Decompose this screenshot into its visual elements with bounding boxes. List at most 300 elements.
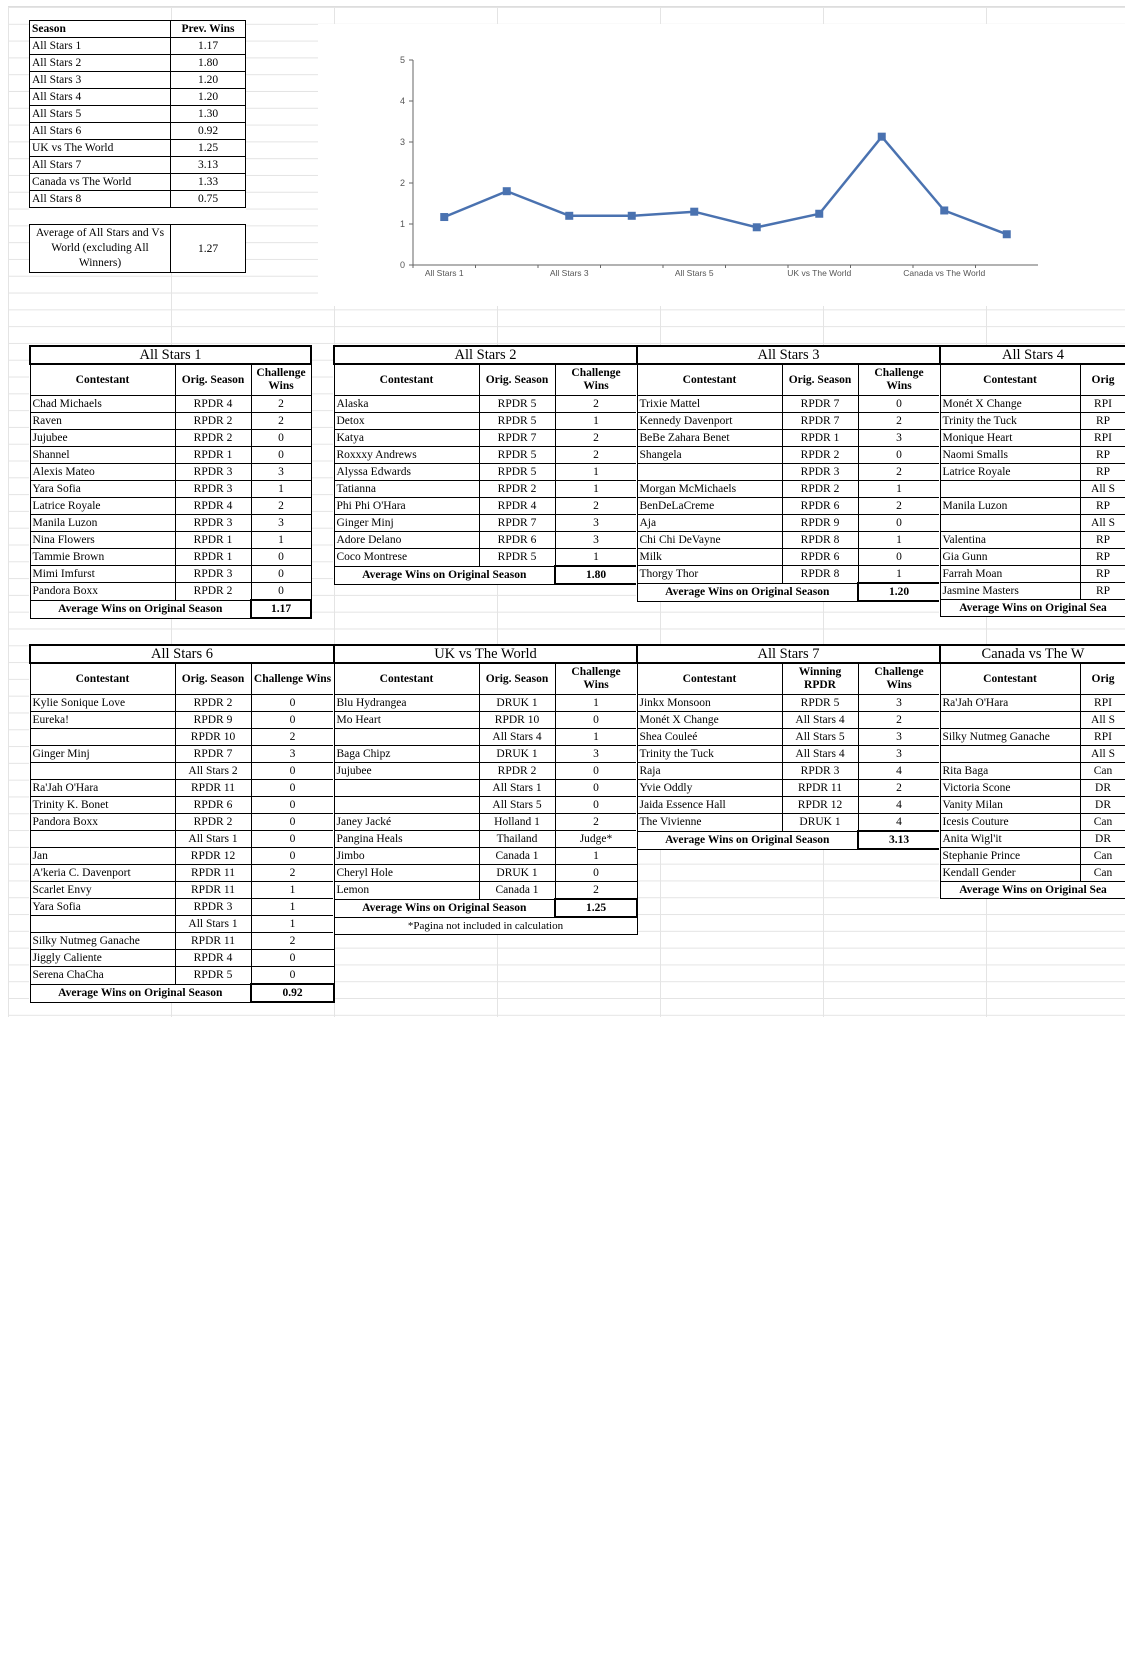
season-cell: DRUK 1 [479,746,555,763]
block-title-row [334,346,637,364]
block-header-row [637,663,940,695]
contestant-cell: Pandora Boxx [30,814,175,831]
contestant-cell: Tammie Brown [30,549,175,566]
contestant-cell: Mimi Imfurst [30,566,175,583]
y-tick-label: 5 [399,55,405,65]
table-row [637,413,940,430]
table-row [940,729,1125,746]
season-cell: RPDR 1 [175,532,251,549]
summary-value-cell: 1.20 [171,72,246,89]
contestant-cell: Cheryl Hole [334,865,479,882]
season-cell: RPDR 11 [175,865,251,882]
contestant-cell [940,712,1080,729]
average-label: Average Wins on Original Season [334,566,555,584]
table-row [334,729,637,746]
season-cell: RPDR 3 [175,481,251,498]
table-row [637,746,940,763]
table-row [334,865,637,882]
table-row [940,848,1125,865]
block-column-header: Contestant [637,663,782,695]
season-cell: RPDR 8 [782,566,858,584]
block-column-header: Challenge Wins [251,663,334,695]
data-point-marker [628,212,636,220]
season-cell: DR [1080,831,1125,848]
season-cell: RP [1080,583,1125,600]
table-row [30,583,311,601]
wins-cell: 1 [555,549,637,567]
wins-cell: 2 [251,498,311,515]
table-row [334,695,637,712]
summary-value-cell: 3.13 [171,157,246,174]
wins-cell: 2 [251,933,334,950]
table-row [30,967,334,985]
season-cell: RPDR 1 [782,430,858,447]
contestant-cell: Yara Sofia [30,899,175,916]
blank-area [0,1020,1125,1679]
line-chart-svg [318,24,1125,306]
season-cell: DR [1080,780,1125,797]
table-row [30,899,334,916]
summary-average-value: 1.27 [171,225,246,273]
contestant-cell: Latrice Royale [30,498,175,515]
summary-row [30,191,246,208]
summary-table-body [30,21,246,273]
wins-cell: 0 [555,865,637,882]
season-cell: Can [1080,814,1125,831]
data-point-marker [440,213,448,221]
x-category-label: Canada vs The World [903,268,986,278]
season-cell: RPDR 3 [782,464,858,481]
season-cell: All Stars 2 [175,763,251,780]
contestant-cell: Mo Heart [334,712,479,729]
contestant-cell: A'keria C. Davenport [30,865,175,882]
summary-value-cell: 1.30 [171,106,246,123]
y-tick-label: 2 [399,178,405,188]
block-column-header: Challenge Wins [555,364,637,396]
table-row [334,831,637,848]
table-row [940,532,1125,549]
contestant-cell: Jaida Essence Hall [637,797,782,814]
summary-row [30,55,246,72]
average-value: 1.20 [858,583,940,601]
summary-season-cell: All Stars 2 [30,55,171,72]
summary-row [30,174,246,191]
wins-cell: 0 [251,950,334,967]
block-title-row [940,645,1125,663]
table-row [30,532,311,549]
table-row [637,464,940,481]
contestant-cell: Serena ChaCha [30,967,175,985]
season-cell: All Stars 5 [479,797,555,814]
season-cell: RPDR 5 [175,967,251,985]
table-row [334,413,637,430]
contestant-cell: Rita Baga [940,763,1080,780]
wins-cell: 1 [251,899,334,916]
block-column-header: Contestant [334,663,479,695]
table-row [940,515,1125,532]
summary-row [30,106,246,123]
wins-cell: 0 [251,831,334,848]
wins-cell: 1 [251,882,334,899]
season-cell: All Stars 5 [782,729,858,746]
block-column-header: Orig. Season [175,364,251,396]
contestant-cell: Morgan McMichaels [637,481,782,498]
block-header-row [334,663,637,695]
season-cell: RPDR 2 [175,413,251,430]
contestant-cell: Ra'Jah O'Hara [940,695,1080,712]
table-row [940,549,1125,566]
wins-cell: 3 [251,746,334,763]
table-row [30,396,311,413]
average-label: Average Wins on Original Season [30,984,251,1002]
summary-season-cell: All Stars 5 [30,106,171,123]
table-row [940,780,1125,797]
table-row [940,566,1125,583]
summary-season-cell: UK vs The World [30,140,171,157]
contestant-cell: Scarlet Envy [30,882,175,899]
table-row [637,515,940,532]
contestant-cell: Monét X Change [940,396,1080,413]
table-row [30,780,334,797]
season-cell: RPDR 4 [175,498,251,515]
table-row [940,498,1125,515]
wins-cell: 0 [251,447,311,464]
data-point-marker [940,206,948,214]
block-average-row [334,566,637,584]
season-cell: RPDR 5 [479,549,555,567]
contestant-cell: Coco Montrese [334,549,479,567]
x-category-label: All Stars 3 [549,268,589,278]
wins-cell: 2 [555,498,637,515]
wins-cell: 1 [555,729,637,746]
wins-cell: 1 [858,566,940,584]
contestant-cell: Victoria Scone [940,780,1080,797]
season-cell: All Stars 4 [782,712,858,729]
block-average-row [637,831,940,849]
table-row [30,763,334,780]
x-category-label: All Stars 5 [674,268,714,278]
contestant-cell: Jujubee [334,763,479,780]
season-cell: RPDR 1 [175,447,251,464]
wins-cell: 0 [251,814,334,831]
all-stars-2-table [333,345,638,585]
block-column-header: Orig [1080,364,1125,396]
contestant-cell [334,780,479,797]
block-column-header: Challenge Wins [555,663,637,695]
summary-row [30,72,246,89]
table-row [334,532,637,549]
wins-cell: 0 [858,396,940,413]
table-row [637,532,940,549]
season-cell: All S [1080,481,1125,498]
block-title: All Stars 7 [637,645,940,663]
block-title: All Stars 3 [637,346,940,364]
contestant-cell: Adore Delano [334,532,479,549]
block-title: All Stars 6 [30,645,334,663]
wins-cell: 0 [555,780,637,797]
season-cell: All S [1080,712,1125,729]
table-row [637,566,940,584]
contestant-cell: Trinity the Tuck [940,413,1080,430]
season-cell: Canada 1 [479,848,555,865]
wins-cell: 2 [858,712,940,729]
contestant-cell: Raven [30,413,175,430]
y-tick-label: 4 [399,96,405,106]
season-cell: RPDR 5 [782,695,858,712]
block-title: All Stars 2 [334,346,637,364]
contestant-cell: Nina Flowers [30,532,175,549]
contestant-cell: Valentina [940,532,1080,549]
contestant-cell: Aja [637,515,782,532]
series-line [444,137,1007,235]
contestant-cell [940,746,1080,763]
wins-cell: 1 [251,532,311,549]
table-row [334,396,637,413]
wins-cell: 0 [251,712,334,729]
summary-header-row [30,21,246,38]
contestant-cell: Trinity the Tuck [637,746,782,763]
summary-season-cell: All Stars 6 [30,123,171,140]
contestant-cell: Manila Luzon [30,515,175,532]
table-row [940,797,1125,814]
season-cell: All S [1080,746,1125,763]
wins-cell: 2 [858,780,940,797]
contestant-cell: Jujubee [30,430,175,447]
table-row [940,430,1125,447]
contestant-cell: Yvie Oddly [637,780,782,797]
table-row [30,549,311,566]
block-column-header: Orig. Season [479,364,555,396]
wins-cell: 0 [555,797,637,814]
block-title: All Stars 1 [30,346,311,364]
all-stars-7-table [636,644,941,850]
wins-cell: 2 [251,396,311,413]
season-cell: Can [1080,865,1125,882]
summary-header-prev-wins: Prev. Wins [171,21,246,38]
season-cell: RPDR 6 [479,532,555,549]
contestant-cell [637,464,782,481]
block-header-row [334,364,637,396]
summary-row [30,157,246,174]
block-title-row [637,346,940,364]
season-cell: RPDR 11 [175,933,251,950]
summary-value-cell: 1.17 [171,38,246,55]
summary-spacer-row [30,208,246,225]
wins-cell: 2 [555,447,637,464]
season-cell: All Stars 1 [175,916,251,933]
contestant-cell [940,515,1080,532]
block-column-header: Challenge Wins [858,364,940,396]
contestant-cell: Naomi Smalls [940,447,1080,464]
season-cell: RPDR 10 [479,712,555,729]
contestant-cell: Gia Gunn [940,549,1080,566]
contestant-cell: Tatianna [334,481,479,498]
table-row [940,447,1125,464]
contestant-cell: Vanity Milan [940,797,1080,814]
x-category-label: UK vs The World [787,268,852,278]
season-cell: Canada 1 [479,882,555,900]
season-cell: All S [1080,515,1125,532]
block-title-row [940,346,1125,364]
contestant-cell: Lemon [334,882,479,900]
season-cell: RP [1080,413,1125,430]
wins-cell: 1 [251,916,334,933]
data-point-marker [878,133,886,141]
season-cell: RPDR 9 [782,515,858,532]
season-cell: RPDR 6 [175,797,251,814]
wins-cell: 0 [251,695,334,712]
wins-cell: 1 [858,481,940,498]
wins-cell: 1 [251,481,311,498]
block-column-header: Orig. Season [479,663,555,695]
summary-season-cell: Canada vs The World [30,174,171,191]
contestant-cell: Latrice Royale [940,464,1080,481]
summary-average-label: Average of All Stars and Vs World (excluding All Winners) [30,225,171,273]
summary-season-cell: All Stars 1 [30,38,171,55]
season-cell: RPDR 3 [782,763,858,780]
wins-cell: 0 [251,763,334,780]
block-average-row [30,600,311,618]
table-row [637,481,940,498]
wins-cell: 2 [251,413,311,430]
contestant-cell: Chad Michaels [30,396,175,413]
contestant-cell [30,763,175,780]
table-row [940,746,1125,763]
block-average-row [940,882,1125,899]
wins-cell: 0 [251,848,334,865]
contestant-cell: Ra'Jah O'Hara [30,780,175,797]
block-column-header: Challenge Wins [858,663,940,695]
wins-cell: 1 [555,413,637,430]
table-row [30,950,334,967]
wins-cell: 4 [858,814,940,832]
table-row [30,413,311,430]
season-cell: RPDR 2 [479,481,555,498]
wins-cell: 0 [251,797,334,814]
season-cell: RP [1080,447,1125,464]
wins-cell: 3 [251,464,311,481]
table-row [334,430,637,447]
wins-cell: 0 [251,549,311,566]
season-cell: RPDR 11 [175,882,251,899]
uk-vs-the-world-table [333,644,638,935]
average-label: Average Wins on Original Sea [940,600,1125,617]
table-row [334,712,637,729]
average-label: Average Wins on Original Season [637,831,858,849]
table-row [334,481,637,498]
all-stars-1-table [29,345,312,619]
summary-average-row [30,225,246,273]
table-row [30,831,334,848]
block-title-row [30,645,334,663]
block-header-row [637,364,940,396]
wins-cell: 2 [251,729,334,746]
contestant-cell: Shea Couleé [637,729,782,746]
contestant-cell: Icesis Couture [940,814,1080,831]
wins-cell: 1 [555,464,637,481]
block-column-header: Contestant [30,663,175,695]
season-cell: RPDR 7 [175,746,251,763]
wins-cell: 0 [251,967,334,985]
season-cell: RPDR 2 [175,695,251,712]
wins-cell: 2 [555,814,637,831]
wins-cell: 0 [251,583,311,601]
season-cell: RPI [1080,396,1125,413]
block-header-row [30,364,311,396]
summary-value-cell: 1.80 [171,55,246,72]
contestant-cell: The Vivienne [637,814,782,832]
season-cell: Thailand [479,831,555,848]
summary-row [30,38,246,55]
table-row [30,729,334,746]
summary-season-cell: All Stars 4 [30,89,171,106]
wins-cell: 2 [858,464,940,481]
summary-row [30,123,246,140]
wins-cell: 0 [251,780,334,797]
wins-cell: 0 [858,515,940,532]
average-value: 1.80 [555,566,637,584]
table-row [30,498,311,515]
table-row [940,831,1125,848]
summary-value-cell: 0.92 [171,123,246,140]
summary-season-cell: All Stars 8 [30,191,171,208]
data-point-marker [1003,230,1011,238]
table-row [30,865,334,882]
season-cell: RPDR 7 [782,413,858,430]
contestant-cell: Alaska [334,396,479,413]
table-row [334,549,637,567]
wins-cell: 3 [858,695,940,712]
block-header-row [940,663,1125,695]
data-point-marker [815,210,823,218]
season-cell: RPDR 5 [479,464,555,481]
season-cell: RPI [1080,430,1125,447]
wins-cell: 2 [858,413,940,430]
season-cell: RP [1080,566,1125,583]
contestant-cell: Silky Nutmeg Ganache [30,933,175,950]
table-row [30,933,334,950]
contestant-cell: Jiggly Caliente [30,950,175,967]
season-cell: RPDR 6 [782,498,858,515]
season-cell: RPDR 2 [479,763,555,780]
contestant-cell: Monét X Change [637,712,782,729]
contestant-cell: Shannel [30,447,175,464]
wins-cell: 1 [858,532,940,549]
season-cell: RPDR 4 [175,396,251,413]
table-row [637,396,940,413]
contestant-cell: BeBe Zahara Benet [637,430,782,447]
contestant-cell: BenDeLaCreme [637,498,782,515]
block-average-row [940,600,1125,617]
contestant-cell [30,729,175,746]
contestant-cell: Blu Hydrangea [334,695,479,712]
wins-cell: 0 [858,447,940,464]
contestant-cell: Milk [637,549,782,566]
wins-cell: 3 [858,430,940,447]
table-row [30,848,334,865]
wins-cell: 2 [555,430,637,447]
table-row [334,763,637,780]
summary-row [30,89,246,106]
y-tick-label: 3 [399,137,405,147]
contestant-cell: Ginger Minj [334,515,479,532]
y-tick-label: 1 [399,219,405,229]
contestant-cell: Janey Jacké [334,814,479,831]
contestant-cell [30,916,175,933]
table-row [334,848,637,865]
table-row [334,447,637,464]
contestant-cell: Jan [30,848,175,865]
